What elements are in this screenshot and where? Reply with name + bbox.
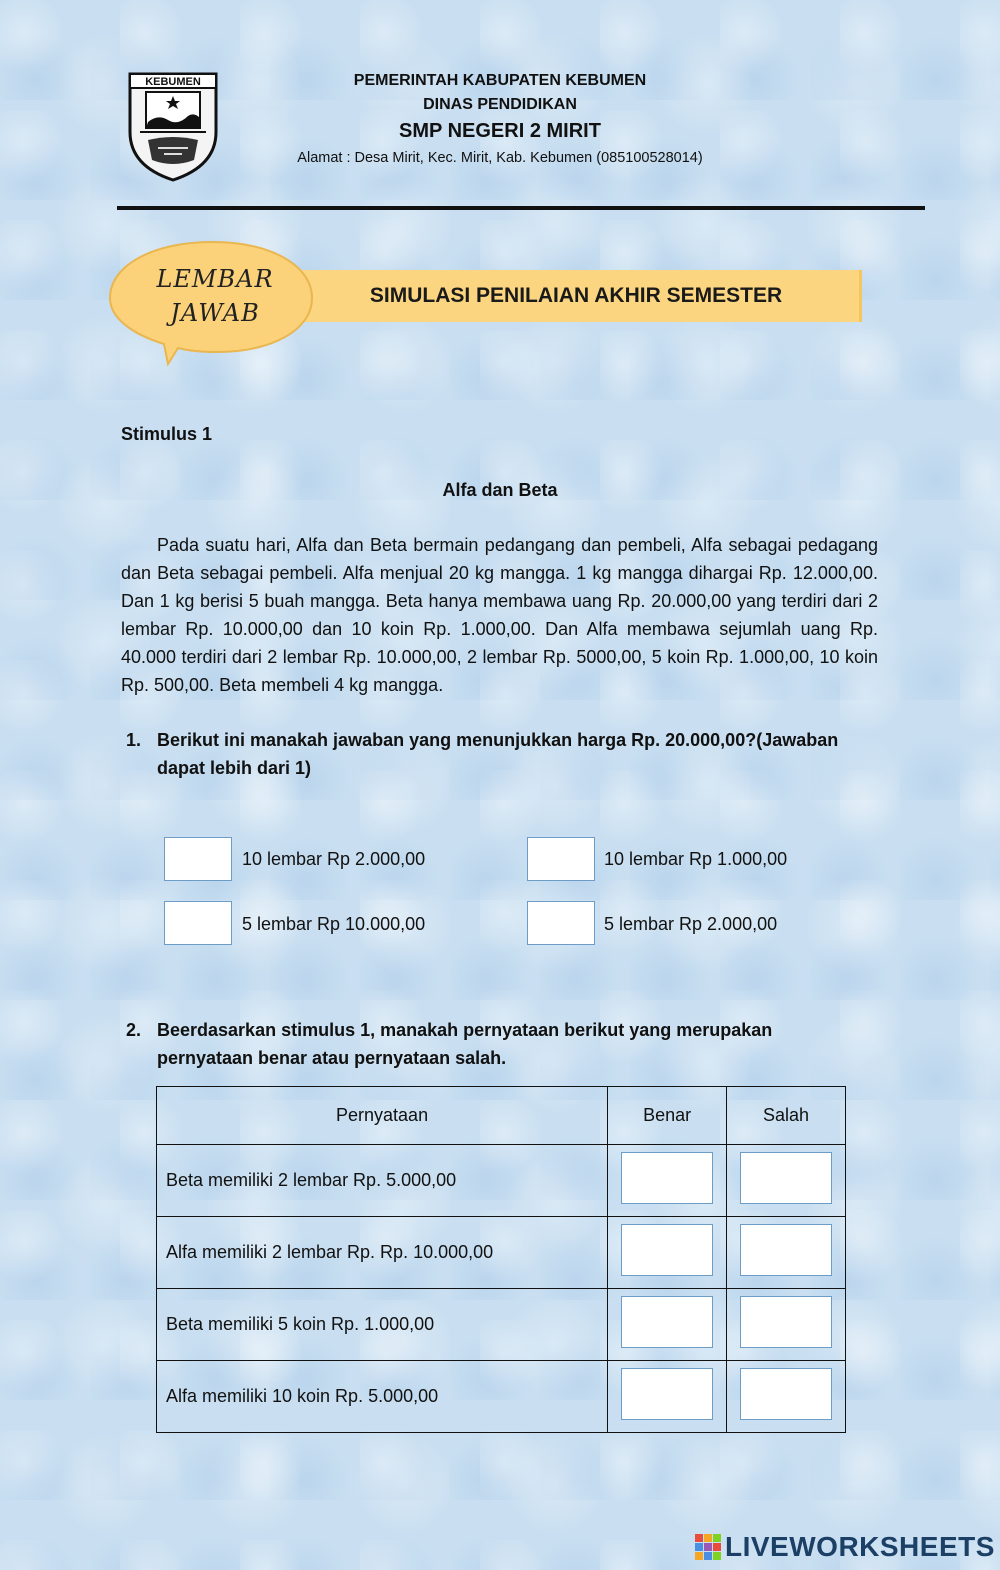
cell-false-2 bbox=[727, 1217, 846, 1289]
header-divider bbox=[117, 206, 925, 210]
cell-false-1 bbox=[727, 1145, 846, 1217]
answer-box-true-1[interactable] bbox=[621, 1152, 713, 1204]
header-department: DINAS PENDIDIKAN bbox=[423, 96, 577, 113]
answer-box-false-4[interactable] bbox=[740, 1368, 832, 1420]
table-row bbox=[157, 1217, 846, 1289]
banner-title: SIMULASI PENILAIAN AKHIR SEMESTER bbox=[369, 284, 783, 307]
stimulus-title: Alfa dan Beta bbox=[442, 480, 558, 500]
header-government: PEMERINTAH KABUPATEN KEBUMEN bbox=[353, 72, 647, 89]
header-school-name: SMP NEGERI 2 MIRIT bbox=[399, 120, 601, 142]
question2-text: Beerdasarkan stimulus 1, manakah pernyataan berikut yang merupakan pernyataan benar atau pernyataan salah. bbox=[157, 1020, 773, 1068]
q1-option-1-label: 10 lembar Rp 2.000,00 bbox=[242, 849, 426, 869]
column-header-statement: Pernyataan bbox=[157, 1087, 608, 1145]
question1-number: 1. bbox=[126, 730, 142, 750]
liveworksheets-brand[interactable] bbox=[694, 1531, 995, 1563]
q1-option-4-label: 5 lembar Rp 2.000,00 bbox=[604, 914, 778, 934]
cell-true-2 bbox=[608, 1217, 727, 1289]
brand-text: LIVEWORKSHEETS bbox=[725, 1531, 995, 1562]
bubble-line1: LEMBAR bbox=[156, 265, 274, 293]
true-false-table bbox=[156, 1086, 846, 1433]
statement-1: Beta memiliki 2 lembar Rp. 5.000,00 bbox=[157, 1145, 608, 1217]
table-row bbox=[157, 1145, 846, 1217]
column-header-false: Salah bbox=[727, 1087, 846, 1145]
q1-option-4-checkbox[interactable] bbox=[527, 901, 595, 945]
cell-false-3 bbox=[727, 1289, 846, 1361]
bubble-line2: JAWAB bbox=[170, 299, 260, 327]
q1-option-2-label: 10 lembar Rp 1.000,00 bbox=[604, 849, 788, 869]
statement-2: Alfa memiliki 2 lembar Rp. Rp. 10.000,00 bbox=[157, 1217, 608, 1289]
cell-true-1 bbox=[608, 1145, 727, 1217]
question1-text: Berikut ini manakah jawaban yang menunjukkan harga Rp. 20.000,00?(Jawaban dapat lebih dari 1) bbox=[157, 730, 839, 778]
table-header-row bbox=[157, 1087, 846, 1145]
answer-box-true-2[interactable] bbox=[621, 1224, 713, 1276]
q1-option-3-checkbox[interactable] bbox=[164, 901, 232, 945]
table-row bbox=[157, 1289, 846, 1361]
table-row bbox=[157, 1361, 846, 1433]
statement-3: Beta memiliki 5 koin Rp. 1.000,00 bbox=[157, 1289, 608, 1361]
cell-true-3 bbox=[608, 1289, 727, 1361]
column-header-true: Benar bbox=[608, 1087, 727, 1145]
stimulus-label: Stimulus 1 bbox=[121, 424, 213, 444]
answer-box-false-2[interactable] bbox=[740, 1224, 832, 1276]
q1-option-2-checkbox[interactable] bbox=[527, 837, 595, 881]
bubble-label bbox=[130, 262, 300, 330]
header-address: Alamat : Desa Mirit, Kec. Mirit, Kab. Kebumen (085100528014) bbox=[297, 150, 703, 166]
cell-false-4 bbox=[727, 1361, 846, 1433]
q1-option-3-label: 5 lembar Rp 10.000,00 bbox=[242, 914, 426, 934]
cell-true-4 bbox=[608, 1361, 727, 1433]
answer-box-false-3[interactable] bbox=[740, 1296, 832, 1348]
answer-box-false-1[interactable] bbox=[740, 1152, 832, 1204]
answer-box-true-3[interactable] bbox=[621, 1296, 713, 1348]
stimulus-body: Pada suatu hari, Alfa dan Beta bermain pedangang dan pembeli, Alfa sebagai pedagang dan Beta sebagai pembeli. Alfa menjual 20 kg mangga. 1 kg mangga dihargai Rp. 12.000,00. Dan 1 kg berisi 5 buah mangga. Beta hanya membawa uang Rp. 20.000,00 yang terdiri dari 2 lembar Rp. 10.000,00 dan 10 koin Rp. 1.000,00. Dan Alfa membawa sejumlah uang Rp. 40.000 terdiri dari 2 lembar Rp. 10.000,00, 2 lembar Rp. 5000,00, 5 koin Rp. 1.000,00, 10 koin Rp. 500,00. Beta membeli 4 kg mangga. bbox=[121, 535, 878, 695]
logo-text: KEBUMEN bbox=[145, 76, 201, 88]
liveworksheets-logo-icon bbox=[694, 1533, 722, 1561]
statement-4: Alfa memiliki 10 koin Rp. 5.000,00 bbox=[157, 1361, 608, 1433]
q1-option-1-checkbox[interactable] bbox=[164, 837, 232, 881]
answer-box-true-4[interactable] bbox=[621, 1368, 713, 1420]
question2-number: 2. bbox=[126, 1020, 142, 1040]
